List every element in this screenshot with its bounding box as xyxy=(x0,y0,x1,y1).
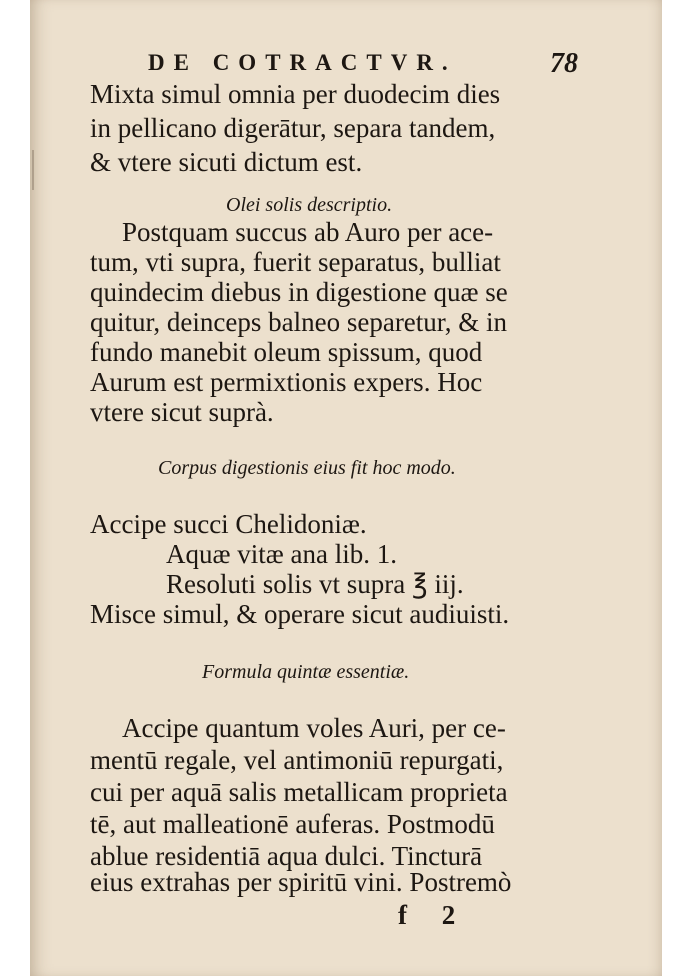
text-line: tum, vti supra, fuerit separatus, bulliat xyxy=(90,247,501,277)
text-line: Aquæ vitæ ana lib. 1. xyxy=(166,539,397,569)
page-number: 78 xyxy=(550,48,578,79)
text-line: ablue residentiā aqua dulci. Tincturā xyxy=(90,841,483,871)
text-line: quindecim diebus in digestione quæ se xyxy=(90,277,508,307)
section-heading: Corpus digestionis eius fit hoc modo. xyxy=(158,457,456,479)
text-line: Postquam succus ab Auro per ace- xyxy=(122,217,494,247)
running-title: DE COTRACTVR. xyxy=(148,50,457,75)
text-line: Mixta simul omnia per duodecim dies xyxy=(90,79,501,109)
text-line: Accipe succi Chelidoniæ. xyxy=(90,509,367,539)
book-page xyxy=(30,0,662,976)
text-line: Resoluti solis vt supra ℥ iij. xyxy=(166,569,464,599)
text-line: & vtere sicuti dictum est. xyxy=(90,147,363,177)
text-line: mentū regale, vel antimoniū repurgati, xyxy=(90,745,504,775)
text-line: Accipe quantum voles Auri, per ce- xyxy=(122,713,506,743)
text-line: quitur, deinceps balneo separetur, & in xyxy=(90,307,507,337)
text-line: Misce simul, & operare sicut audiuisti. xyxy=(90,599,510,629)
section-heading: Formula quintæ essentiæ. xyxy=(202,661,410,683)
gutter-shadow xyxy=(32,150,34,190)
section-heading: Olei solis descriptio. xyxy=(226,194,393,216)
text-line: cui per aquā salis metallicam proprieta xyxy=(90,777,508,807)
signature-mark: f 2 xyxy=(398,900,470,930)
text-line: eius extrahas per spiritū vini. Postremò xyxy=(90,867,512,897)
text-line: fundo manebit oleum spissum, quod xyxy=(90,337,483,367)
text-line: in pellicano digerātur, separa tandem, xyxy=(90,113,496,143)
text-line: tē, aut malleationē auferas. Postmodū xyxy=(90,809,495,839)
text-line: vtere sicut suprà. xyxy=(90,397,274,427)
text-line: Aurum est permixtionis expers. Hoc xyxy=(90,367,483,397)
